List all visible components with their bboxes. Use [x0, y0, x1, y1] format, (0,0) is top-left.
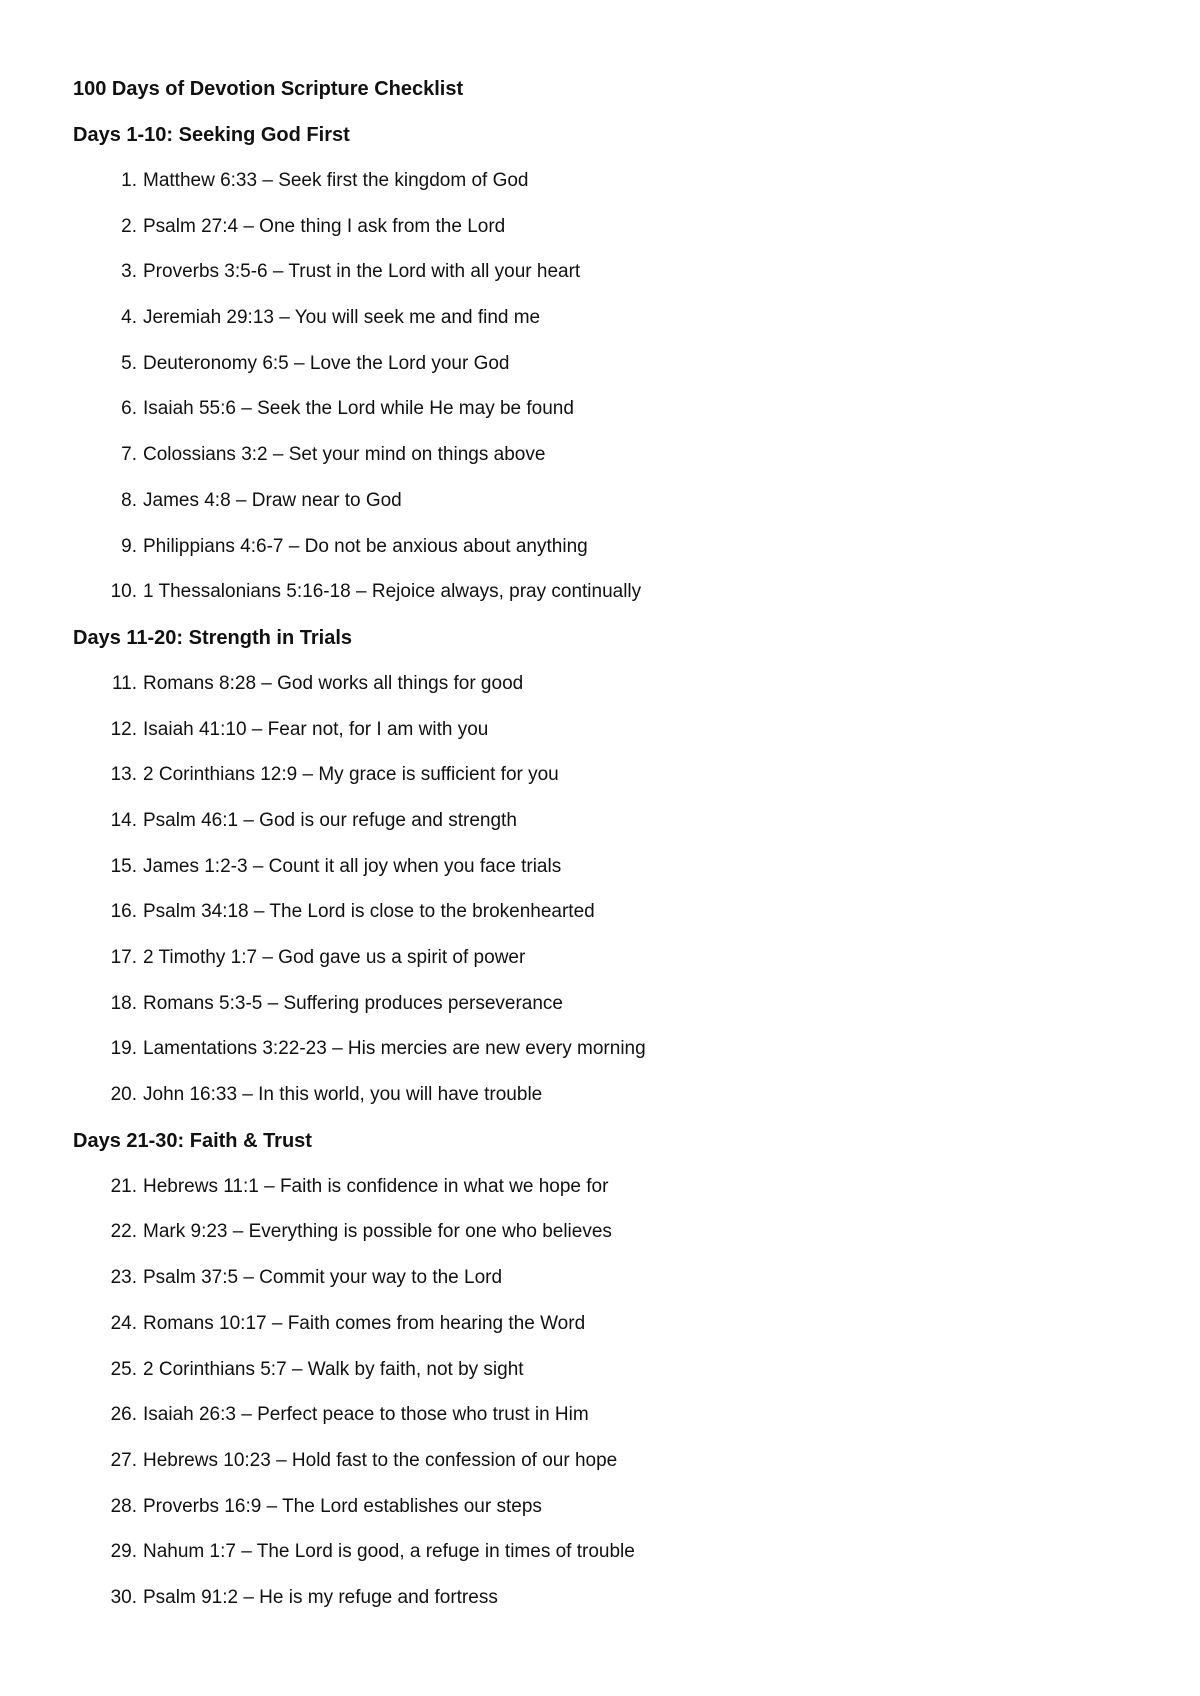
- list-item: [73, 158, 1133, 204]
- list-item: [73, 752, 1133, 798]
- item-number: 4.: [121, 307, 137, 329]
- scripture-list: [73, 1164, 1133, 1621]
- item-number: 13.: [110, 764, 137, 786]
- list-item: [73, 341, 1133, 387]
- item-text: Jeremiah 29:13 – You will seek me and find me: [143, 307, 541, 329]
- section-heading: Days 1-10: Seeking God First: [73, 124, 350, 146]
- item-text: Psalm 27:4 – One thing I ask from the Lord: [143, 215, 506, 237]
- item-number: 2.: [121, 215, 137, 237]
- item-text: Philippians 4:6-7 – Do not be anxious about anything: [143, 535, 588, 557]
- item-number: 7.: [121, 444, 137, 466]
- item-number: 6.: [121, 398, 137, 420]
- item-number: 20.: [110, 1084, 137, 1106]
- item-number: 19.: [110, 1038, 137, 1060]
- item-number: 1.: [121, 170, 137, 191]
- item-number: 10.: [110, 581, 137, 603]
- list-item: [73, 1255, 1133, 1301]
- item-text: Hebrews 11:1 – Faith is confidence in what we hope for: [143, 1175, 609, 1197]
- scripture-list: [73, 158, 1133, 615]
- item-number: 28.: [110, 1495, 137, 1517]
- list-item: [73, 1392, 1133, 1438]
- list-item: [73, 1164, 1133, 1210]
- item-number: 22.: [110, 1221, 137, 1243]
- item-number: 8.: [121, 489, 137, 511]
- item-number: 25.: [110, 1358, 137, 1380]
- sections-container: [73, 112, 1133, 1621]
- list-item: [73, 524, 1133, 570]
- item-text: John 16:33 – In this world, you will have trouble: [143, 1084, 543, 1106]
- item-text: Mark 9:23 – Everything is possible for one who believes: [143, 1221, 612, 1243]
- list-item: [73, 844, 1133, 890]
- item-number: 15.: [110, 855, 137, 877]
- item-number: 21.: [110, 1175, 137, 1197]
- item-text: Isaiah 55:6 – Seek the Lord while He may be found: [143, 398, 574, 420]
- section-heading: Days 11-20: Strength in Trials: [73, 626, 352, 649]
- item-text: Romans 8:28 – God works all things for good: [143, 672, 524, 694]
- item-text: Hebrews 10:23 – Hold fast to the confession of our hope: [143, 1449, 618, 1471]
- item-text: 1 Thessalonians 5:16-18 – Rejoice always, pray continually: [143, 581, 642, 603]
- list-item: [73, 1301, 1133, 1347]
- list-item: [73, 1209, 1133, 1255]
- item-text: James 4:8 – Draw near to God: [143, 489, 402, 511]
- list-item: [73, 981, 1133, 1027]
- list-item: [73, 1529, 1133, 1575]
- item-text: Psalm 46:1 – God is our refuge and strength: [143, 809, 517, 831]
- document-title: 100 Days of Devotion Scripture Checklist: [73, 78, 464, 100]
- item-text: Psalm 37:5 – Commit your way to the Lord: [143, 1267, 503, 1289]
- item-number: 27.: [110, 1449, 137, 1471]
- item-number: 26.: [110, 1404, 137, 1426]
- item-number: 29.: [110, 1541, 137, 1563]
- item-number: 17.: [110, 947, 137, 968]
- list-item: [73, 295, 1133, 341]
- scripture-list: [73, 661, 1133, 1118]
- item-text: 2 Corinthians 12:9 – My grace is sufficient for you: [143, 764, 559, 786]
- item-number: 9.: [121, 535, 137, 557]
- item-text: Nahum 1:7 – The Lord is good, a refuge in times of trouble: [143, 1541, 635, 1563]
- item-text: Proverbs 16:9 – The Lord establishes our steps: [143, 1495, 542, 1517]
- item-text: 2 Corinthians 5:7 – Walk by faith, not by sight: [143, 1358, 524, 1380]
- list-item: [73, 1438, 1133, 1484]
- list-item: [73, 661, 1133, 707]
- item-text: 2 Timothy 1:7 – God gave us a spirit of power: [143, 947, 526, 968]
- item-number: 24.: [110, 1312, 137, 1334]
- item-text: Matthew 6:33 – Seek first the kingdom of God: [143, 170, 529, 191]
- item-number: 3.: [121, 261, 137, 283]
- list-item: [73, 935, 1133, 981]
- list-item: [73, 707, 1133, 753]
- document-page: [73, 66, 1133, 1621]
- list-item: [73, 432, 1133, 478]
- item-text: Isaiah 26:3 – Perfect peace to those who trust in Him: [143, 1404, 589, 1426]
- item-text: Proverbs 3:5-6 – Trust in the Lord with all your heart: [143, 261, 581, 283]
- item-text: Romans 5:3-5 – Suffering produces perseverance: [143, 992, 564, 1014]
- item-number: 16.: [110, 901, 137, 923]
- item-number: 18.: [110, 992, 137, 1014]
- item-text: Romans 10:17 – Faith comes from hearing the Word: [143, 1312, 586, 1334]
- item-number: 12.: [110, 718, 137, 740]
- list-item: [73, 798, 1133, 844]
- item-text: Lamentations 3:22-23 – His mercies are new every morning: [143, 1038, 646, 1060]
- item-text: Isaiah 41:10 – Fear not, for I am with you: [143, 718, 489, 740]
- item-number: 30.: [110, 1586, 137, 1608]
- list-item: [73, 249, 1133, 295]
- item-text: James 1:2-3 – Count it all joy when you face trials: [143, 855, 562, 877]
- list-item: [73, 569, 1133, 615]
- section-heading: Days 21-30: Faith & Trust: [73, 1129, 312, 1152]
- list-item: [73, 1484, 1133, 1530]
- list-item: [73, 1026, 1133, 1072]
- list-item: [73, 889, 1133, 935]
- list-item: [73, 1347, 1133, 1393]
- item-number: 11.: [111, 672, 137, 694]
- item-number: 23.: [110, 1267, 137, 1289]
- item-text: Psalm 91:2 – He is my refuge and fortress: [143, 1586, 498, 1608]
- list-item: [73, 478, 1133, 524]
- list-item: [73, 1575, 1133, 1621]
- list-item: [73, 386, 1133, 432]
- item-text: Deuteronomy 6:5 – Love the Lord your God: [143, 352, 510, 374]
- item-text: Colossians 3:2 – Set your mind on things above: [143, 444, 546, 466]
- item-number: 14.: [110, 809, 137, 831]
- list-item: [73, 204, 1133, 250]
- item-text: Psalm 34:18 – The Lord is close to the brokenhearted: [143, 901, 595, 923]
- list-item: [73, 1072, 1133, 1118]
- item-number: 5.: [121, 352, 137, 374]
